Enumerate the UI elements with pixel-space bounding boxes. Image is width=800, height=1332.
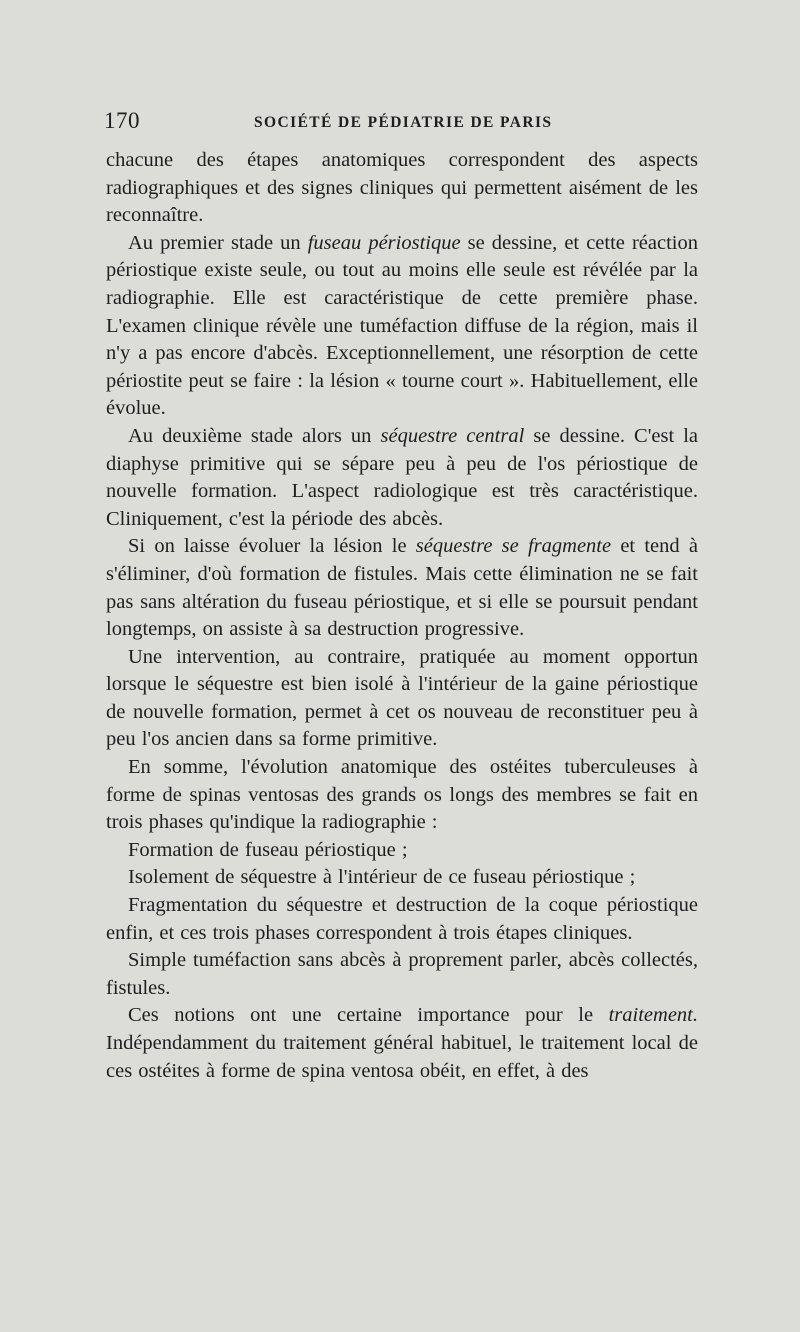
paragraph [106, 837, 698, 865]
italic-term: séquestre se fragmente [415, 535, 612, 558]
paragraph [106, 864, 698, 892]
italic-term: fuseau périostique [307, 231, 461, 254]
paragraph [106, 947, 698, 1002]
paragraph [106, 892, 698, 947]
text-segment: Ces notions ont une certaine importance pour le [128, 1004, 609, 1027]
text-segment: Au deuxième stade alors un [128, 424, 381, 447]
paragraph [106, 754, 698, 837]
page-header [104, 108, 704, 140]
text-segment: Si on laisse évoluer la lésion le [128, 535, 416, 558]
body-text [106, 147, 698, 1085]
text-segment: Isolement de séquestre à l'intérieur de ce fuseau périostique ; [128, 866, 636, 889]
text-segment: se dessine, et cette réaction périostique existe seule, ou tout au moins elle seule est révélée par la radiographie. Elle est caractéristique de cette première phase. L'examen clinique révèle une tuméfaction diffuse de la région, mais il n'y a pas encore d'abcès. Exceptionnellement, une résorption de cette périostite peut se faire : la lésion « tourne court ». Habituellement, elle évolue. [106, 231, 698, 420]
text-segment: Formation de fuseau périostique ; [128, 838, 408, 861]
text-segment: Indépendamment du traitement général habituel, le traitement local de ces ostéites à forme de spina ventosa obéit, en effet, à des [106, 1032, 698, 1082]
italic-term: traitement. [608, 1004, 698, 1027]
paragraph [106, 423, 698, 533]
text-segment: Simple tuméfaction sans abcès à proprement parler, abcès collectés, fistules. [106, 949, 698, 999]
page-number: 170 [104, 108, 140, 133]
text-segment: En somme, l'évolution anatomique des ostéites tuberculeuses à forme de spinas ventosas des grands os longs des membres se fait en trois phases qu'indique la radiographie : [106, 756, 698, 834]
text-segment: et tend à s'éliminer, d'où formation de fistules. Mais cette élimination ne se fait pas sans altération du fuseau périostique, et si elle se poursuit pendant longtemps, on assiste à sa destruction progressive. [106, 535, 698, 641]
paragraph [106, 147, 698, 230]
text-segment: se dessine. C'est la diaphyse primitive qui se sépare peu à peu de l'os périostique de nouvelle formation. L'aspect radiologique est très caractéristique. Cliniquement, c'est la période des abcès. [106, 424, 699, 530]
paragraph [106, 533, 698, 643]
text-segment: Fragmentation du séquestre et destruction de la coque périostique enfin, et ces trois phases correspondent à trois étapes cliniques. [106, 894, 698, 944]
running-title: SOCIÉTÉ DE PÉDIATRIE DE PARIS [254, 114, 553, 131]
text-segment: Au premier stade un [128, 231, 308, 254]
paragraph [106, 230, 698, 423]
paragraph [106, 1002, 698, 1085]
text-segment: Une intervention, au contraire, pratiquée au moment opportun lorsque le séquestre est bien isolé à l'intérieur de la gaine périostique de nouvelle formation, permet à cet os nouveau de reconstituer peu à peu l'os ancien dans sa forme primitive. [106, 645, 698, 751]
italic-term: séquestre central [380, 424, 525, 447]
text-segment: chacune des étapes anatomiques correspondent des aspects radiographiques et des signes cliniques qui permettent aisément de les reconnaître. [106, 149, 698, 227]
paragraph [106, 644, 698, 754]
